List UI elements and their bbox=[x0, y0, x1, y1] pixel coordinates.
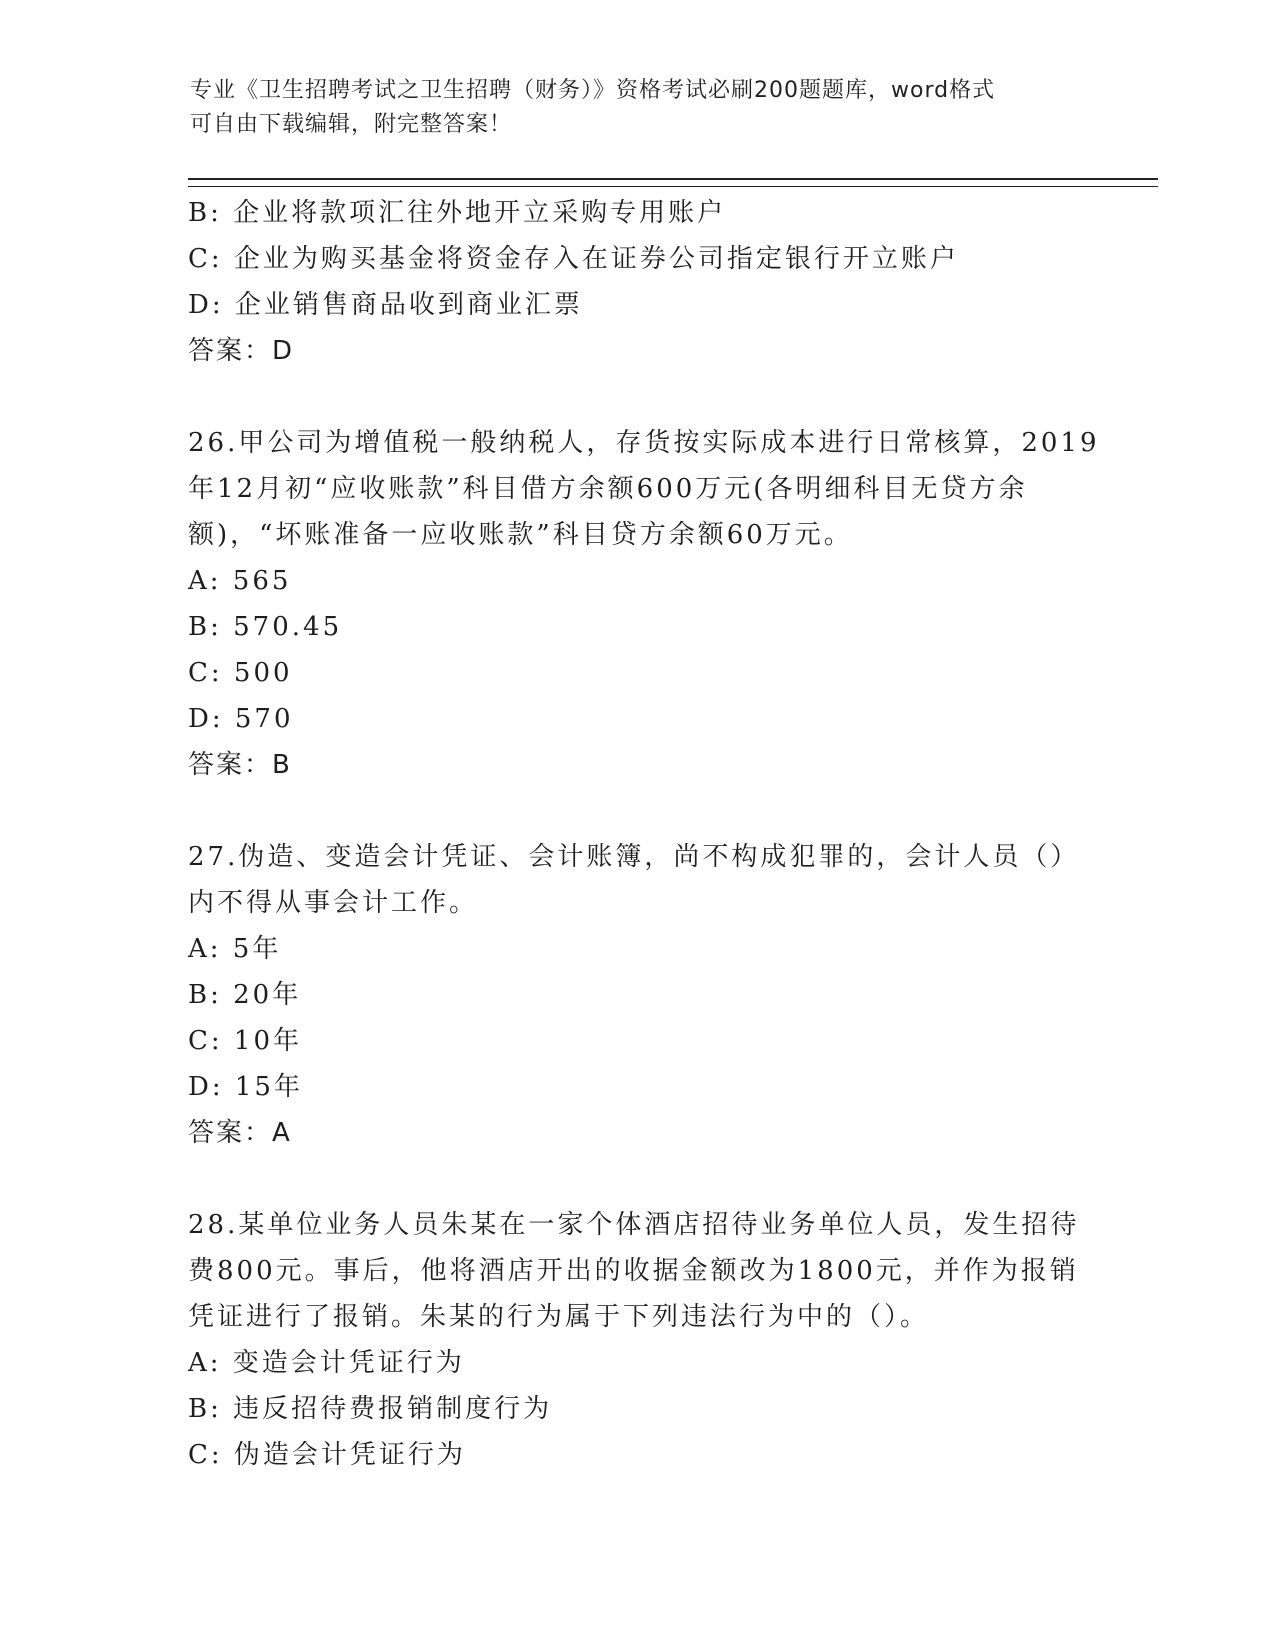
header-line-1: 专业《卫生招聘考试之卫生招聘（财务）》资格考试必刷200题题库，word格式 bbox=[190, 78, 996, 103]
question-stem-line: 内不得从事会计工作。 bbox=[188, 888, 479, 918]
question-26 bbox=[188, 420, 1100, 788]
document-header bbox=[190, 74, 1090, 142]
question-spacer bbox=[188, 374, 1088, 420]
answer-line: 答案：B bbox=[188, 750, 292, 780]
question-stem-line: 额)，“坏账准备一应收账款”科目贷方余额60万元。 bbox=[188, 520, 853, 550]
question-stem-line: 费800元。事后，他将酒店开出的收据金额改为1800元，并作为报销 bbox=[188, 1256, 1079, 1286]
option-b: B: 570.45 bbox=[188, 612, 343, 642]
option-c: C: 企业为购买基金将资金存入在证券公司指定银行开立账户 bbox=[188, 244, 959, 274]
answer-line: 答案：D bbox=[188, 336, 295, 366]
option-b: B: 企业将款项汇往外地开立采购专用账户 bbox=[188, 198, 727, 228]
option-b: B: 20年 bbox=[188, 980, 302, 1010]
option-d: D: 570 bbox=[188, 704, 294, 734]
question-stem-line: 26.甲公司为增值税一般纳税人，存货按实际成本进行日常核算，2019 bbox=[188, 428, 1100, 458]
question-28 bbox=[188, 1202, 1088, 1478]
header-line-2: 可自由下载编辑，附完整答案！ bbox=[190, 112, 513, 137]
option-c: C: 500 bbox=[188, 658, 293, 688]
question-25-tail bbox=[188, 190, 1088, 374]
option-b: B: 违反招待费报销制度行为 bbox=[188, 1394, 553, 1424]
question-stem-line: 28.某单位业务人员朱某在一家个体酒店招待业务单位人员，发生招待 bbox=[188, 1210, 1080, 1240]
question-stem-line: 27.伪造、变造会计凭证、会计账簿，尚不构成犯罪的，会计人员（） bbox=[188, 842, 1080, 872]
option-d: D: 企业销售商品收到商业汇票 bbox=[188, 290, 583, 320]
option-a: A: 565 bbox=[188, 566, 292, 596]
document-body bbox=[188, 190, 1100, 1478]
option-c: C: 10年 bbox=[188, 1026, 303, 1056]
option-a: A: 5年 bbox=[188, 934, 282, 964]
question-spacer bbox=[188, 1156, 1088, 1202]
option-c: C: 伪造会计凭证行为 bbox=[188, 1440, 466, 1470]
header-divider bbox=[188, 178, 1158, 187]
option-d: D: 15年 bbox=[188, 1072, 303, 1102]
option-a: A: 变造会计凭证行为 bbox=[188, 1348, 465, 1378]
question-spacer bbox=[188, 788, 1088, 834]
question-stem-line: 凭证进行了报销。朱某的行为属于下列违法行为中的（）。 bbox=[188, 1302, 930, 1332]
question-stem-line: 年12月初“应收账款”科目借方余额600万元(各明细科目无贷方余 bbox=[188, 474, 1028, 504]
answer-line: 答案：A bbox=[188, 1118, 292, 1148]
question-27 bbox=[188, 834, 1088, 1156]
